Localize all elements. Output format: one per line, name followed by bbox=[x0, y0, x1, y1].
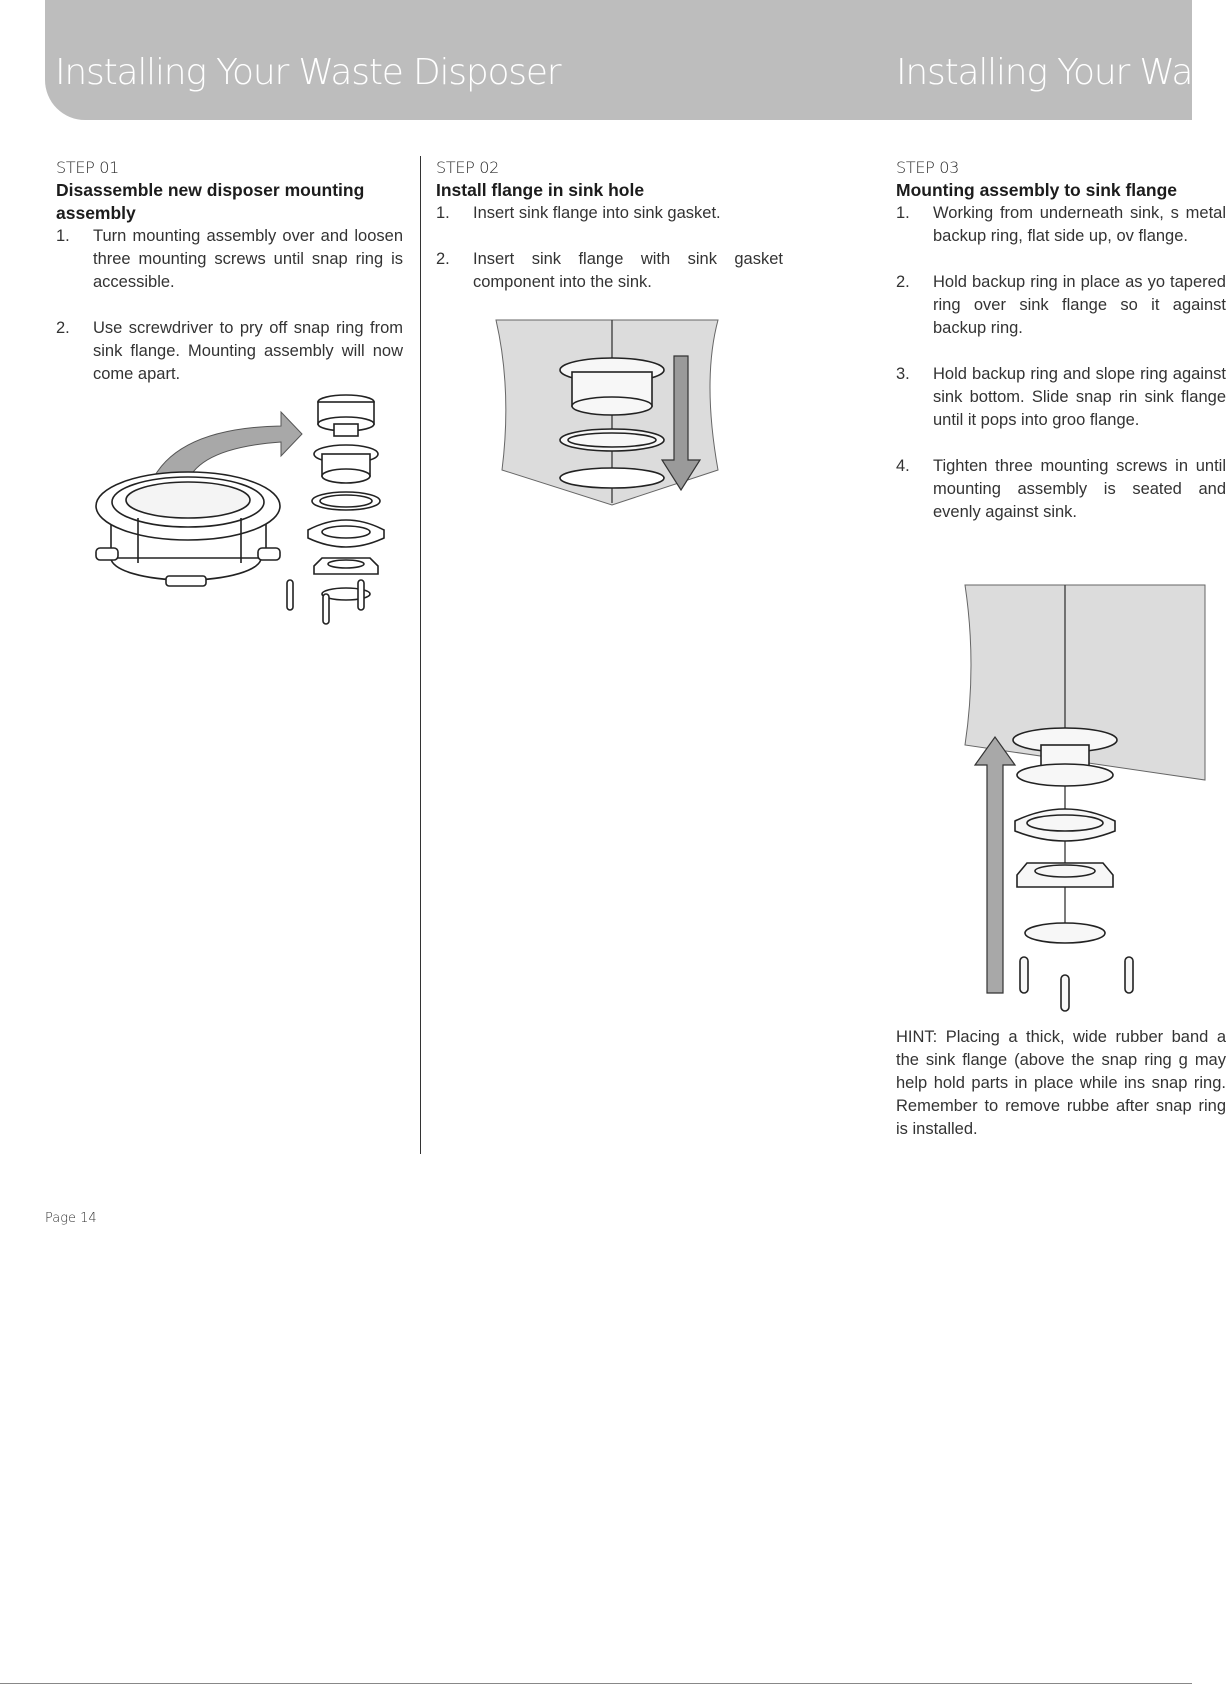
column-divider bbox=[420, 156, 421, 1154]
bottom-rule bbox=[0, 1683, 1192, 1684]
instruction-text: Turn mounting assembly over and loosen three mounting screws until snap ring is accessible. bbox=[93, 227, 403, 291]
sink-mount-illustration bbox=[965, 585, 1205, 1005]
instruction-item bbox=[896, 455, 1226, 524]
instruction-item bbox=[436, 202, 783, 225]
step-01-instructions bbox=[56, 225, 403, 386]
header-title-left: Installing Your Waste Disposer bbox=[55, 52, 561, 93]
instruction-text: Insert sink flange with sink gasket component into the sink. bbox=[473, 250, 783, 291]
instruction-number: 1. bbox=[56, 227, 70, 245]
step-02-label: STEP 02 bbox=[436, 158, 500, 177]
step-03-instructions bbox=[896, 202, 1226, 524]
instruction-text: Hold backup ring in place as yo tapered ring over sink flange so it against backup ring. bbox=[933, 273, 1226, 337]
instruction-text: Use screwdriver to pry off snap ring from sink flange. Mounting assembly will now come apart. bbox=[93, 319, 403, 383]
instruction-number: 2. bbox=[896, 273, 910, 291]
instruction-number: 2. bbox=[436, 250, 450, 268]
instruction-item bbox=[896, 363, 1226, 432]
instruction-item bbox=[56, 225, 403, 294]
hint-paragraph: HINT: Placing a thick, wide rubber band a the sink flange (above the snap ring g may help hold parts in place while ins snap ring. Remember to remove rubbe after snap ring is installed. bbox=[896, 1028, 1226, 1138]
step-03-label: STEP 03 bbox=[896, 158, 960, 177]
instruction-text: Working from underneath sink, s metal backup ring, flat side up, ov flange. bbox=[933, 204, 1226, 245]
instruction-number: 3. bbox=[896, 365, 910, 383]
page-number: Page 14 bbox=[45, 1211, 97, 1226]
instruction-number: 1. bbox=[896, 204, 910, 222]
instruction-item bbox=[896, 202, 1226, 248]
instruction-item bbox=[436, 248, 783, 294]
step-02-column bbox=[436, 156, 783, 317]
step-01-column bbox=[56, 156, 403, 409]
header-title-right: Installing Your Wast bbox=[896, 52, 1223, 93]
step-03-column bbox=[896, 156, 1226, 547]
step-02-title: Install flange in sink hole bbox=[436, 180, 645, 200]
step-01-label: STEP 01 bbox=[56, 158, 120, 177]
step-01-title: Disassemble new disposer mounting assembly bbox=[56, 180, 365, 223]
step-02-instructions bbox=[436, 202, 783, 294]
instruction-text: Hold backup ring and slope ring against sink bottom. Slide snap rin sink flange until it pops into groo flange. bbox=[933, 365, 1226, 429]
instruction-text: Insert sink flange into sink gasket. bbox=[473, 204, 721, 222]
instruction-text: Tighten three mounting screws in until mounting assembly is seated and evenly against sink. bbox=[933, 457, 1226, 521]
sink-flange-illustration bbox=[492, 320, 722, 510]
instruction-number: 1. bbox=[436, 204, 450, 222]
instruction-number: 4. bbox=[896, 457, 910, 475]
instruction-item bbox=[56, 317, 403, 386]
mounting-assembly-illustration bbox=[66, 398, 406, 628]
instruction-item bbox=[896, 271, 1226, 340]
step-03-title: Mounting assembly to sink flange bbox=[896, 180, 1178, 200]
instruction-number: 2. bbox=[56, 319, 70, 337]
